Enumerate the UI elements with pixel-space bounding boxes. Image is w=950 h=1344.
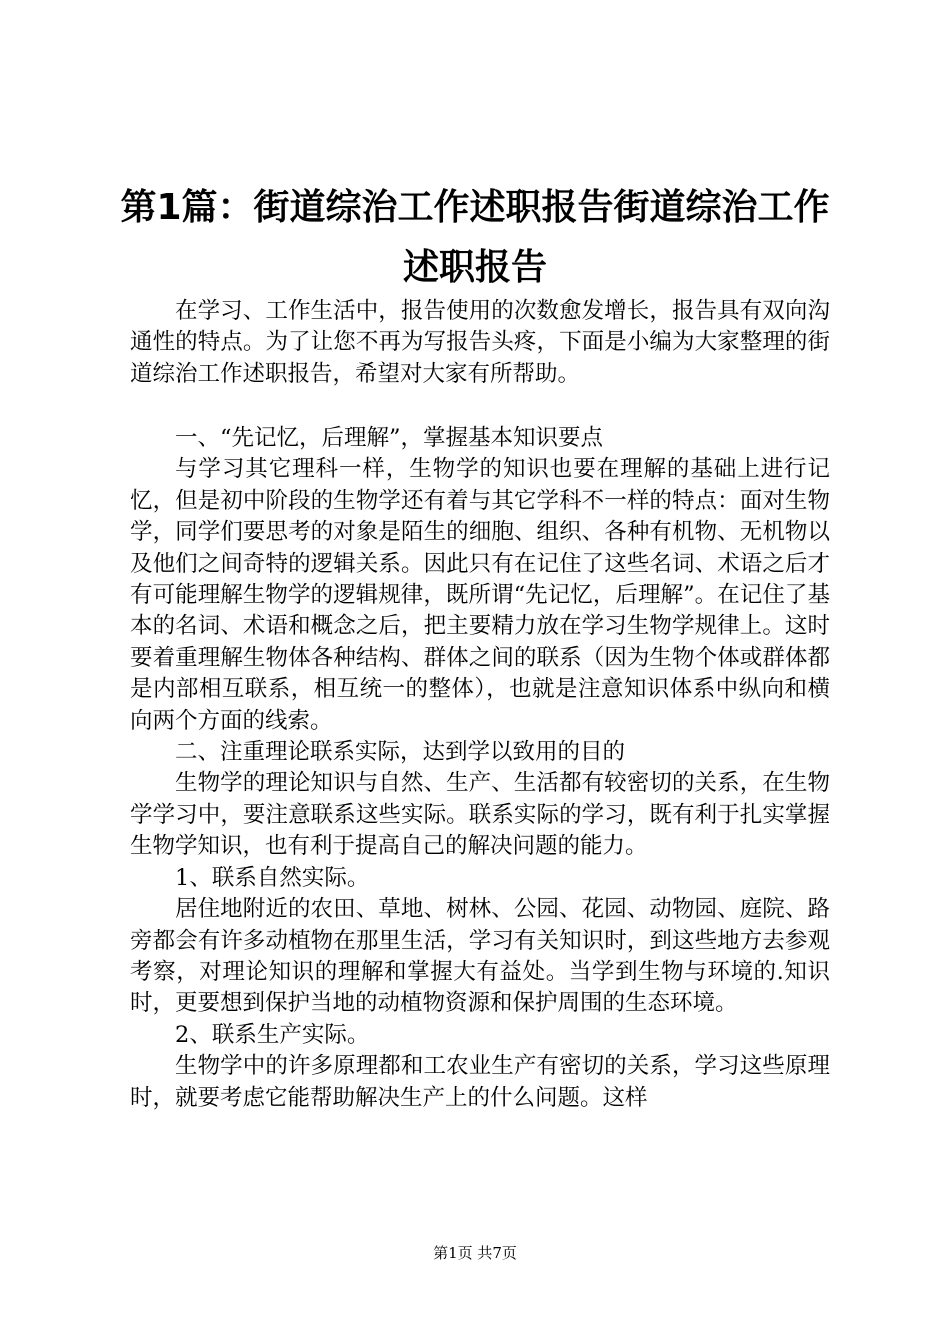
page-footer: 第1页 共7页 xyxy=(433,1244,517,1262)
intro-section xyxy=(130,296,830,390)
section-heading-1: 一、“先记忆，后理解”，掌握基本知识要点 xyxy=(175,425,604,451)
document-title-line-1: 第1篇：街道综治工作述职报告街道综治工作 xyxy=(120,187,830,228)
body-paragraph: 生物学的理论知识与自然、生产、生活都有较密切的关系，在生物学学习中，要注意联系这些实际。联系实际的学习，既有利于扎实掌握生物学知识，也有利于提高自己的解决问题的能力。 xyxy=(130,770,830,860)
subsection-heading-2: 2、联系生产实际。 xyxy=(175,1021,370,1048)
body-paragraph: 生物学中的许多原理都和工农业生产有密切的关系，学习这些原理时，就要考虑它能帮助解决生产上的什么问题。这样 xyxy=(130,1053,830,1111)
intro-paragraph: 在学习、工作生活中，报告使用的次数愈发增长，报告具有双向沟通性的特点。为了让您不再为写报告头疼，下面是小编为大家整理的街道综治工作述职报告，希望对大家有所帮助。 xyxy=(130,298,830,387)
document-title-line-2: 述职报告 xyxy=(402,247,547,288)
body-paragraph: 与学习其它理科一样，生物学的知识也要在理解的基础上进行记忆，但是初中阶段的生物学还有着与其它学科不一样的特点：面对生物学，同学们要思考的对象是陌生的细胞、组织、各种有机物、无机物以及他们之间奇特的逻辑关系。因此只有在记住了这些名词、术语之后才有可能理解生物学的逻辑规律，既所谓“先记忆，后理解”。在记住了基本的名词、术语和概念之后，把主要精力放在学习生物学规律上。这时要着重理解生物体各种结构、群体之间的联系（因为生物个体或群体都是内部相互联系，相互统一的整体），也就是注意知识体系中纵向和横向两个方面的线索。 xyxy=(130,456,830,734)
body-paragraph: 居住地附近的农田、草地、树林、公园、花园、动物园、庭院、路旁都会有许多动植物在那里生活，学习有关知识时，到这些地方去参观考察，对理论知识的理解和掌握大有益处。当学到生物与环境的.知识时，更要想到保护当地的动植物资源和保护周围的生态环境。 xyxy=(130,896,830,1017)
section-heading-2: 二、注重理论联系实际，达到学以致用的目的 xyxy=(175,739,626,766)
subsection-heading-1: 1、联系自然实际。 xyxy=(175,864,370,891)
body-section xyxy=(130,423,830,1114)
